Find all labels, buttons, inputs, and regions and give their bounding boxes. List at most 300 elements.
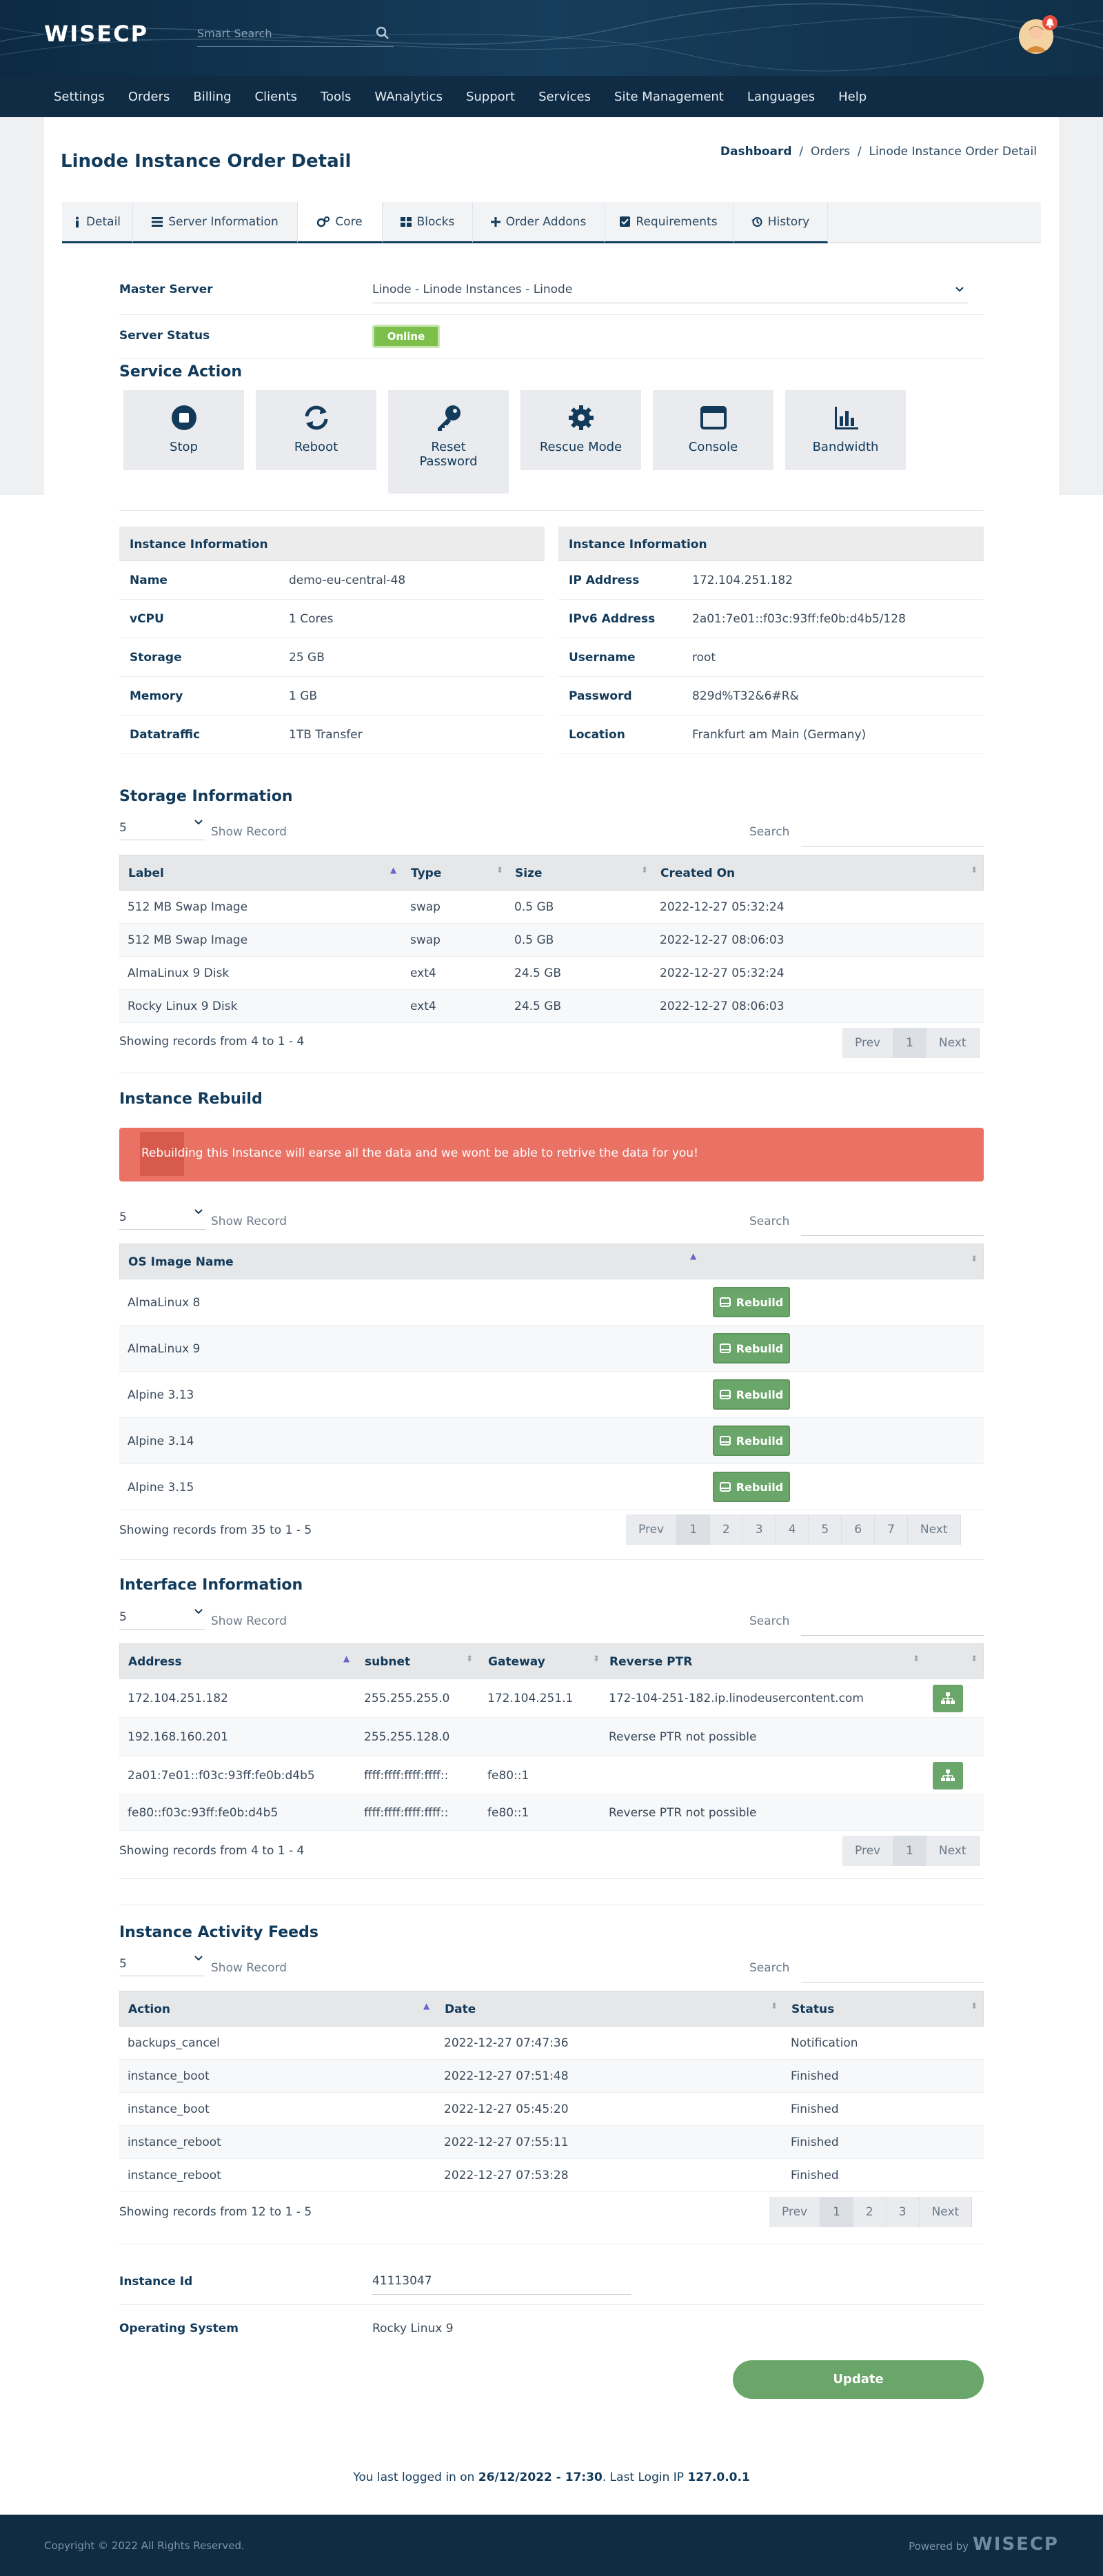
page-button[interactable]: 4 [776, 1514, 809, 1545]
show-record-label: Show Record [211, 1961, 287, 1975]
rebuild-length-select[interactable] [119, 1206, 205, 1230]
nav-tools[interactable]: Tools [321, 89, 352, 104]
table-row [119, 891, 984, 924]
console-button[interactable] [653, 390, 773, 470]
reset-password-button[interactable] [388, 390, 509, 494]
network-edit-button[interactable] [933, 1685, 963, 1712]
rebuild-label: Rebuild [736, 1341, 784, 1355]
sort-asc-icon[interactable]: ▲ [690, 1251, 697, 1261]
table-row [119, 957, 984, 990]
column-header[interactable]: Date [445, 2002, 476, 2016]
storage-pagination [842, 1028, 980, 1058]
os-image-name: Alpine 3.15 [128, 1481, 194, 1494]
page-button[interactable]: 1 [820, 2197, 853, 2227]
logo[interactable]: WISECP [44, 21, 149, 47]
table-cell: 172-104-251-182.ip.linodeusercontent.com [609, 1692, 864, 1705]
breadcrumb [720, 145, 1037, 159]
hdd-icon [720, 1297, 731, 1307]
table-cell: Finished [791, 2136, 839, 2149]
instance-id-label: Instance Id [119, 2275, 193, 2289]
last-login-mid: . Last Login IP [602, 2471, 688, 2484]
table-cell: Rocky Linux 9 Disk [128, 1000, 238, 1013]
operating-system-label: Operating System [119, 2322, 239, 2335]
table-row [119, 924, 984, 957]
breadcrumb-orders[interactable]: Orders [810, 145, 851, 159]
sitemap-icon [941, 1769, 955, 1782]
footer [0, 2515, 1103, 2576]
smart-search[interactable] [197, 21, 394, 47]
tab-order-addons[interactable] [473, 202, 605, 243]
table-cell: fe80::1 [487, 1806, 529, 1820]
table-cell: Notification [791, 2036, 858, 2050]
table-cell: 2022-12-27 07:47:36 [444, 2036, 569, 2050]
os-image-name: Alpine 3.14 [128, 1434, 194, 1448]
stop-label: Stop [170, 440, 198, 454]
search-label: Search [749, 1215, 790, 1228]
sort-icon[interactable]: ⬍ [913, 1654, 920, 1663]
table-cell: 2a01:7e01::f03c:93ff:fe0b:d4b5 [128, 1769, 315, 1783]
table-row [119, 2060, 984, 2093]
alert-text: Rebuilding this Instance will earse all the data and we wont be able to retrive the data for you! [141, 1146, 698, 1160]
status-badge: Online [372, 325, 440, 348]
table-cell: 172.104.251.1 [487, 1692, 574, 1705]
table-cell: 2022-12-27 07:53:28 [444, 2169, 569, 2182]
rebuild-button[interactable] [713, 1333, 790, 1363]
table-cell: backups_cancel [128, 2036, 220, 2050]
footer-logo[interactable]: WISECP [973, 2534, 1059, 2555]
tab-detail[interactable] [62, 202, 133, 243]
column-header[interactable]: Reverse PTR [609, 1655, 693, 1669]
table-row [119, 1464, 984, 1510]
activity-search-input[interactable] [801, 1959, 984, 1982]
page-button[interactable]: 2 [853, 2197, 887, 2227]
column-header[interactable]: Address [128, 1655, 182, 1669]
operating-system-value: Rocky Linux 9 [372, 2322, 454, 2335]
table-cell: 172.104.251.182 [128, 1692, 229, 1705]
tab-bar [62, 202, 1041, 243]
table-cell: 24.5 GB [514, 1000, 562, 1013]
network-edit-button[interactable] [933, 1762, 963, 1789]
last-login [0, 2471, 1103, 2484]
page-button[interactable]: 6 [842, 1514, 875, 1545]
tab-label: History [767, 214, 810, 229]
stop-icon [170, 404, 198, 432]
column-header[interactable]: Created On [660, 866, 736, 880]
tab-label: Requirements [636, 214, 718, 229]
table-cell: ext4 [410, 1000, 436, 1013]
interface-footer: Showing records from 4 to 1 - 4 [119, 1844, 305, 1858]
rebuild-pagination [626, 1514, 961, 1545]
header-wave-decoration [0, 0, 1103, 76]
table-cell: fe80::f03c:93ff:fe0b:d4b5 [128, 1806, 279, 1820]
rebuild-label: Rebuild [736, 1388, 784, 1401]
page-button[interactable]: 1 [677, 1514, 710, 1545]
table-cell: Finished [791, 2169, 839, 2182]
info-row [558, 716, 984, 754]
storage-search-input[interactable] [801, 823, 984, 846]
nav-services[interactable]: Services [538, 89, 591, 104]
tab-label: Server Information [168, 214, 279, 229]
os-image-name: AlmaLinux 8 [128, 1296, 201, 1310]
info-icon [74, 216, 81, 227]
rebuild-button[interactable] [713, 1287, 790, 1317]
tab-requirements[interactable] [605, 202, 733, 243]
tab-label: Detail [85, 214, 121, 229]
table-cell: swap [410, 933, 441, 947]
sort-icon[interactable]: ⬍ [971, 865, 978, 875]
page-button[interactable]: 7 [875, 1514, 908, 1545]
rebuild-button[interactable] [713, 1379, 790, 1410]
chevron-down-icon [194, 1956, 203, 1961]
activity-title: Instance Activity Feeds [119, 1924, 318, 1941]
rescue-mode-button[interactable] [520, 390, 641, 470]
length-value: 5 [119, 1610, 127, 1624]
storage-title: Storage Information [119, 788, 293, 805]
sort-icon[interactable]: ⬍ [771, 2001, 778, 2011]
divider [119, 358, 984, 359]
info-key: Memory [130, 689, 183, 703]
table-cell: AlmaLinux 9 Disk [128, 966, 230, 980]
chevron-down-icon [194, 820, 203, 825]
interface-title: Interface Information [119, 1576, 303, 1594]
table-cell: instance_reboot [128, 2169, 221, 2182]
table-cell: Finished [791, 2102, 839, 2116]
column-header[interactable]: subnet [365, 1655, 411, 1669]
table-cell: 512 MB Swap Image [128, 900, 248, 914]
tab-label: Blocks [416, 214, 455, 229]
gear-icon [567, 404, 595, 432]
next-button[interactable]: Next [927, 1836, 980, 1866]
breadcrumb-separator: / [857, 145, 862, 159]
table-cell: 2022-12-27 05:32:24 [660, 900, 785, 914]
instance-id-input[interactable]: 41113047 [372, 2270, 631, 2295]
nav-billing[interactable]: Billing [193, 89, 232, 104]
chevron-down-icon [194, 1609, 203, 1614]
os-image-name: AlmaLinux 9 [128, 1342, 201, 1356]
powered-by [909, 2534, 1059, 2555]
activity-footer: Showing records from 12 to 1 - 5 [119, 2205, 312, 2219]
column-header[interactable]: Gateway [488, 1655, 545, 1669]
info-row [558, 600, 984, 638]
nav-settings[interactable]: Settings [54, 89, 105, 104]
rebuild-title: Instance Rebuild [119, 1091, 263, 1108]
column-header[interactable]: Status [791, 2002, 835, 2016]
table-cell: 24.5 GB [514, 966, 562, 980]
search-input[interactable] [197, 21, 363, 45]
interface-length-select[interactable] [119, 1606, 205, 1630]
storage-length-select[interactable] [119, 817, 205, 840]
info-row [558, 561, 984, 600]
hdd-icon [720, 1390, 731, 1399]
service-action-title: Service Action [119, 363, 243, 381]
table-cell: 192.168.160.201 [128, 1730, 229, 1744]
sort-icon[interactable]: ⬍ [641, 865, 649, 875]
refresh-icon [303, 404, 330, 432]
divider [119, 1878, 984, 1879]
page-button[interactable]: 1 [893, 1836, 927, 1866]
nav-help[interactable]: Help [838, 89, 867, 104]
plus-icon [491, 217, 500, 227]
table-cell: 0.5 GB [514, 933, 554, 947]
table-cell: Reverse PTR not possible [609, 1806, 757, 1820]
sort-icon[interactable]: ⬍ [593, 1654, 600, 1663]
interface-pagination [842, 1836, 980, 1866]
length-value: 5 [119, 1210, 127, 1224]
table-cell: 2022-12-27 05:32:24 [660, 966, 785, 980]
prev-button[interactable]: Prev [842, 1836, 893, 1866]
info-row [558, 638, 984, 677]
table-cell: 2022-12-27 08:06:03 [660, 1000, 785, 1013]
info-value: demo-eu-central-48 [289, 574, 406, 587]
rebuild-button[interactable] [713, 1472, 790, 1502]
show-record-label: Show Record [211, 825, 287, 839]
tab-history[interactable] [733, 202, 828, 243]
info-row [119, 677, 545, 716]
info-value: 1 GB [289, 689, 318, 703]
copyright: Copyright © 2022 All Rights Reserved. [44, 2539, 245, 2552]
table-cell: 0.5 GB [514, 900, 554, 914]
console-label: Console [688, 440, 738, 454]
info-key: IP Address [569, 574, 640, 587]
list-icon [152, 217, 163, 227]
activity-pagination [769, 2197, 972, 2227]
top-header [0, 0, 1103, 117]
rebuild-footer: Showing records from 35 to 1 - 5 [119, 1523, 312, 1537]
info-value: 829d%T32&6#R& [692, 689, 799, 703]
prev-button[interactable]: Prev [769, 2197, 820, 2227]
table-cell: instance_reboot [128, 2136, 221, 2149]
table-row [119, 1679, 984, 1718]
table-header: Instance Information [558, 527, 984, 561]
show-record-label: Show Record [211, 1614, 287, 1628]
storage-table-header [119, 855, 984, 891]
table-row [119, 1718, 984, 1756]
table-cell: 2022-12-27 08:06:03 [660, 933, 785, 947]
activity-length-select[interactable] [119, 1953, 205, 1976]
next-button[interactable]: Next [920, 2197, 973, 2227]
nav-site-management[interactable]: Site Management [614, 89, 724, 104]
show-record-label: Show Record [211, 1215, 287, 1228]
sort-asc-icon[interactable]: ▲ [390, 865, 397, 875]
table-row [119, 2126, 984, 2159]
last-login-date: 26/12/2022 - 17:30 [478, 2471, 603, 2484]
table-cell: 2022-12-27 07:51:48 [444, 2069, 569, 2083]
rebuild-table-header [119, 1244, 984, 1279]
column-header[interactable]: Action [128, 2002, 170, 2016]
master-server-label: Master Server [119, 283, 213, 296]
column-header[interactable]: Label [128, 866, 164, 880]
info-value: 1TB Transfer [289, 728, 363, 742]
sort-asc-icon[interactable]: ▲ [343, 1654, 350, 1663]
nav-languages[interactable]: Languages [747, 89, 816, 104]
info-key: Location [569, 728, 625, 742]
sort-asc-icon[interactable]: ▲ [423, 2001, 430, 2011]
tab-label: Order Addons [505, 214, 587, 229]
info-key: Datatraffic [130, 728, 201, 742]
info-key: Username [569, 651, 636, 665]
info-value: 1 Cores [289, 612, 334, 626]
breadcrumb-separator: / [799, 145, 804, 159]
notification-bell-icon[interactable] [1042, 15, 1058, 30]
table-cell: 255.255.255.0 [364, 1692, 450, 1705]
bandwidth-button[interactable] [785, 390, 906, 470]
reboot-button[interactable] [256, 390, 376, 470]
table-row [119, 1326, 984, 1372]
info-value: 172.104.251.182 [692, 574, 793, 587]
next-button[interactable]: Next [908, 1514, 961, 1545]
instance-info-left [119, 527, 545, 754]
table-cell: Finished [791, 2069, 839, 2083]
search-label: Search [749, 1614, 790, 1628]
page-title: Linode Instance Order Detail [61, 151, 352, 172]
table-row [119, 1372, 984, 1418]
sort-icon[interactable]: ⬍ [496, 865, 504, 875]
interface-search-input[interactable] [801, 1612, 984, 1636]
nav-wanalytics[interactable]: WAnalytics [374, 89, 443, 104]
divider [119, 1559, 984, 1560]
update-button[interactable]: Update [733, 2360, 984, 2399]
storage-footer: Showing records from 4 to 1 - 4 [119, 1035, 305, 1048]
info-key: Password [569, 689, 632, 703]
history-icon [751, 216, 762, 227]
table-cell: swap [410, 900, 441, 914]
table-row [119, 2027, 984, 2060]
breadcrumb-dashboard[interactable]: Dashboard [720, 145, 792, 159]
page-button[interactable]: 3 [743, 1514, 776, 1545]
rescue-mode-label: Rescue Mode [539, 440, 623, 454]
hdd-icon [720, 1436, 731, 1446]
rebuild-label: Rebuild [736, 1480, 784, 1494]
table-cell: fe80::1 [487, 1769, 529, 1783]
rebuild-label: Rebuild [736, 1295, 784, 1309]
sort-icon[interactable]: ⬍ [466, 1654, 474, 1663]
page-button[interactable]: 3 [887, 2197, 920, 2227]
search-icon[interactable] [376, 26, 389, 40]
length-value: 5 [119, 821, 127, 835]
length-value: 5 [119, 1957, 127, 1971]
info-key: vCPU [130, 612, 164, 626]
last-login-ip: 127.0.0.1 [687, 2471, 750, 2484]
table-row [119, 2093, 984, 2126]
table-cell: 255.255.128.0 [364, 1730, 450, 1744]
search-label: Search [749, 1961, 790, 1975]
last-login-prefix: You last logged in on [353, 2471, 478, 2484]
cogs-icon [317, 216, 330, 227]
info-value: Frankfurt am Main (Germany) [692, 728, 867, 742]
divider [119, 314, 984, 315]
column-header[interactable]: OS Image Name [128, 1255, 234, 1269]
table-cell: 2022-12-27 07:55:11 [444, 2136, 569, 2149]
rebuild-button[interactable] [713, 1426, 790, 1456]
info-value: 2a01:7e01::f03c:93ff:fe0b:d4b5/128 [692, 612, 906, 626]
info-value: 25 GB [289, 651, 325, 665]
instance-info-right [558, 527, 984, 754]
key-icon [435, 404, 463, 432]
activity-table-header [119, 1991, 984, 2027]
tab-server-information[interactable] [133, 202, 298, 243]
table-cell: instance_boot [128, 2102, 210, 2116]
next-button[interactable]: Next [927, 1028, 980, 1058]
chevron-down-icon [955, 287, 964, 292]
table-cell: ffff:ffff:ffff:ffff:: [364, 1806, 449, 1820]
os-image-name: Alpine 3.13 [128, 1388, 194, 1402]
bandwidth-label: Bandwidth [812, 440, 879, 454]
danger-alert [119, 1128, 984, 1181]
sitemap-icon [941, 1692, 955, 1705]
nav-clients[interactable]: Clients [254, 89, 298, 104]
info-row [119, 561, 545, 600]
column-header[interactable]: Size [515, 866, 543, 880]
table-cell: 2022-12-27 05:45:20 [444, 2102, 569, 2116]
tab-blocks[interactable] [383, 202, 473, 243]
table-cell: instance_boot [128, 2069, 210, 2083]
stop-button[interactable] [123, 390, 244, 470]
rebuild-search-input[interactable] [801, 1213, 984, 1236]
info-row [119, 716, 545, 754]
page-button[interactable]: 5 [809, 1514, 842, 1545]
reboot-label: Reboot [294, 440, 338, 454]
info-key: Storage [130, 651, 182, 665]
page-button[interactable]: 1 [893, 1028, 927, 1058]
divider [119, 510, 984, 511]
table-row [119, 1279, 984, 1326]
table-row [119, 2159, 984, 2192]
table-cell: ffff:ffff:ffff:ffff:: [364, 1769, 449, 1783]
table-row [119, 990, 984, 1023]
divider [119, 2304, 984, 2305]
server-status-label: Server Status [119, 329, 210, 343]
table-cell: 512 MB Swap Image [128, 933, 248, 947]
reset-password-label: Reset Password [419, 440, 478, 469]
chevron-down-icon [194, 1209, 203, 1215]
table-row [119, 1418, 984, 1464]
sort-icon[interactable]: ⬍ [971, 2001, 978, 2011]
hdd-icon [720, 1482, 731, 1492]
column-header[interactable]: Type [411, 866, 442, 880]
window-icon [700, 404, 727, 432]
tab-label: Core [335, 214, 363, 229]
interface-table-header [119, 1643, 984, 1679]
page-button[interactable]: 2 [710, 1514, 743, 1545]
sort-icon[interactable]: ⬍ [971, 1654, 978, 1663]
table-cell: Reverse PTR not possible [609, 1730, 757, 1744]
info-row [558, 677, 984, 716]
main-nav [0, 76, 1103, 117]
hdd-icon [720, 1343, 731, 1353]
info-value: root [692, 651, 716, 665]
table-header: Instance Information [119, 527, 545, 561]
info-key: IPv6 Address [569, 612, 656, 626]
prev-button[interactable]: Prev [842, 1028, 893, 1058]
powered-by-label: Powered by [909, 2540, 969, 2553]
table-row [119, 1756, 984, 1795]
table-row [119, 1795, 984, 1831]
nav-orders[interactable]: Orders [128, 89, 170, 104]
master-server-value: Linode - Linode Instances - Linode [372, 283, 573, 296]
table-cell: ext4 [410, 966, 436, 980]
sort-icon[interactable]: ⬍ [971, 1254, 978, 1264]
nav-support[interactable]: Support [465, 89, 516, 104]
info-row [119, 638, 545, 677]
checkbox-icon [620, 216, 630, 227]
tab-core[interactable] [298, 202, 383, 243]
master-server-select[interactable] [372, 278, 968, 303]
bar-chart-icon [832, 404, 860, 432]
info-key: Name [130, 574, 168, 587]
info-row [119, 600, 545, 638]
prev-button[interactable]: Prev [626, 1514, 677, 1545]
search-label: Search [749, 825, 790, 839]
